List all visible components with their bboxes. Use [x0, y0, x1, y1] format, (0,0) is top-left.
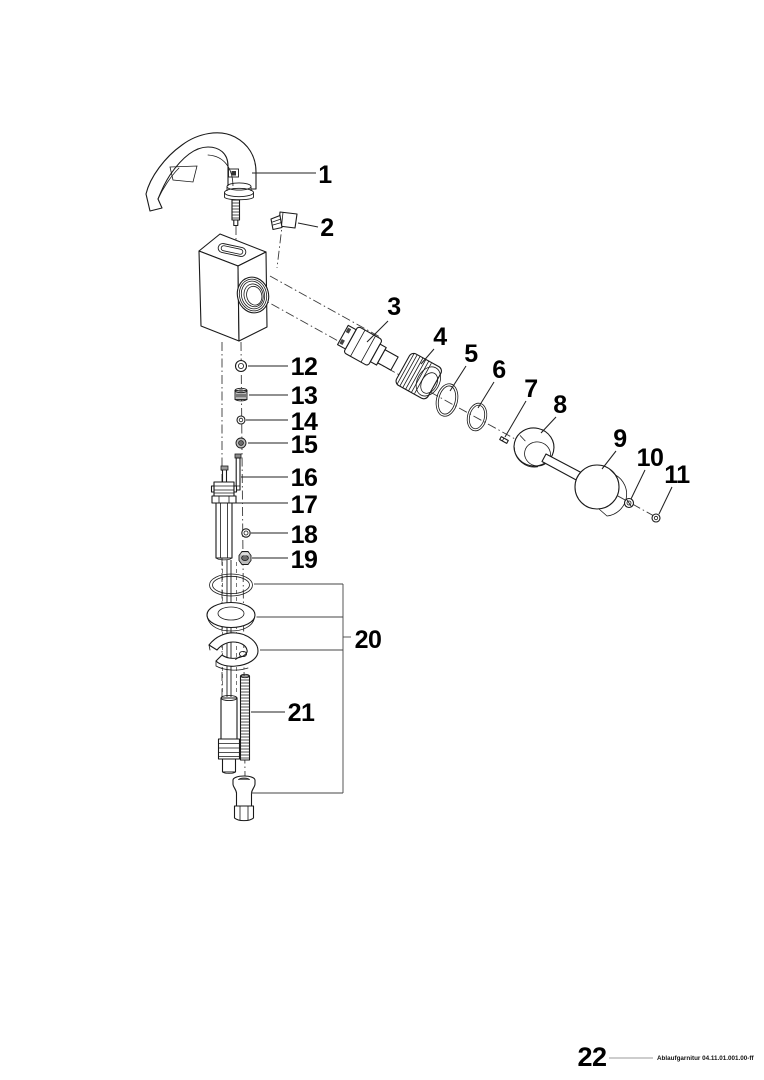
callout-7: 7	[524, 375, 538, 403]
cover-plug-part	[652, 514, 660, 522]
callout-2: 2	[320, 214, 334, 242]
callout-12: 12	[290, 353, 318, 381]
hex-nut-19-part	[239, 552, 251, 565]
handle-screw-part	[625, 499, 634, 508]
callout-22: 22	[577, 1042, 607, 1072]
callout-8: 8	[553, 391, 567, 419]
o-ring-small-part	[465, 401, 490, 433]
callout-13: 13	[290, 382, 318, 410]
spout-mounting-stud	[232, 200, 240, 226]
set-pin-part	[500, 437, 509, 444]
callout-18: 18	[290, 521, 318, 549]
spout-logo-mark	[232, 171, 237, 176]
snap-ring-20c-part	[209, 633, 258, 670]
callout-9: 9	[613, 425, 627, 453]
bushing-13-part	[235, 388, 247, 401]
callout-20: 20	[354, 626, 382, 654]
tailpiece-nut-20d-part	[233, 776, 255, 821]
callout-16: 16	[290, 464, 318, 492]
callout-3: 3	[387, 293, 401, 321]
threaded-rod-21-part	[241, 674, 250, 760]
spout-part	[146, 133, 256, 226]
ring-18-part	[242, 529, 250, 537]
pin-rod-16-part	[235, 454, 241, 490]
plug-part	[271, 212, 297, 230]
threaded-sleeve-part	[394, 352, 446, 403]
callout-10: 10	[636, 444, 664, 472]
cartridge-part	[336, 322, 402, 377]
valve-body-block	[199, 234, 273, 341]
handle-knob-part	[542, 454, 627, 516]
callout-1: 1	[318, 161, 332, 189]
o-ring-large-part	[433, 382, 461, 419]
callout-5: 5	[464, 340, 478, 368]
group-20-bracket	[251, 584, 351, 793]
callout-labels	[288, 161, 691, 727]
nut-15-part	[236, 438, 246, 448]
ring-14-part	[237, 416, 245, 424]
callout-21: 21	[287, 699, 315, 727]
washer-12-part	[236, 361, 247, 372]
callout-6: 6	[492, 356, 506, 384]
washer-20b-part	[207, 603, 255, 632]
callout-11: 11	[664, 461, 690, 489]
callout-19: 19	[290, 546, 318, 574]
callout-17: 17	[290, 491, 318, 519]
callout-4: 4	[433, 323, 447, 351]
callout-15: 15	[290, 431, 318, 459]
footnote-text: Ablaufgarnitur 04.11.01.001.00-ff	[657, 1055, 754, 1062]
footnote-row	[577, 1042, 754, 1072]
callout-14: 14	[290, 408, 318, 436]
